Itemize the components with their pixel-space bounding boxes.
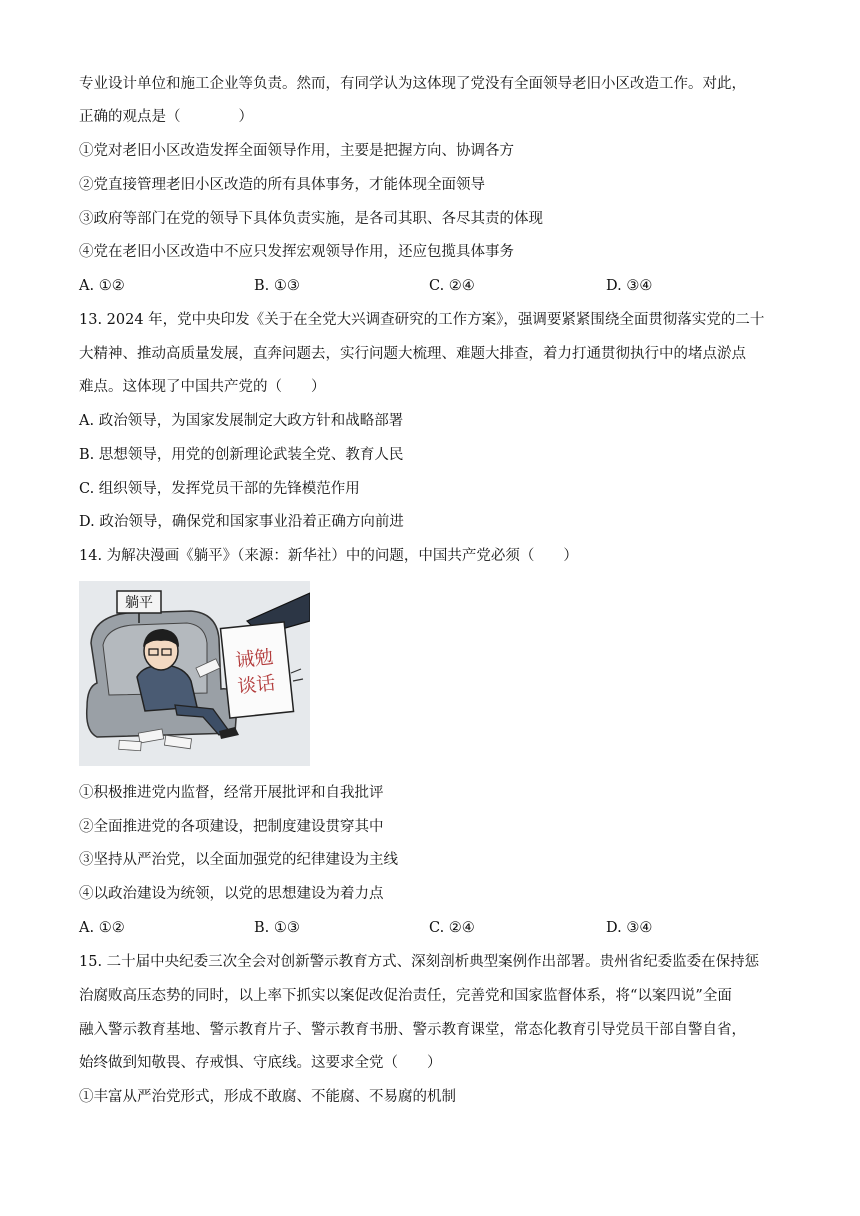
q15-stem-line-4: 始终做到知敬畏、存戒惧、守底线。这要求全党（ ） bbox=[79, 1055, 442, 1071]
q12-stem-line-2: 正确的观点是（ ） bbox=[79, 109, 253, 125]
cartoon-paper-text-2: 谈话 bbox=[236, 672, 277, 698]
q14-option-c[interactable]: C. ②④ bbox=[429, 920, 475, 936]
q12-item-1: ①党对老旧小区改造发挥全面领导作用，主要是把握方向、协调各方 bbox=[79, 143, 514, 159]
q13-option-b[interactable]: B. 思想领导，用党的创新理论武装全党、教育人民 bbox=[79, 447, 404, 463]
q14-options bbox=[79, 918, 779, 938]
q13-stem-line-1: 13. 2024 年，党中央印发《关于在全党大兴调查研究的工作方案》，强调要紧紧围绕全面贯彻落实党的二十 bbox=[79, 312, 765, 328]
q13-option-c[interactable]: C. 组织领导，发挥党员干部的先锋模范作用 bbox=[79, 481, 360, 497]
q14-stem: 14. 为解决漫画《躺平》（来源：新华社）中的问题，中国共产党必须（ ） bbox=[79, 548, 578, 564]
q12-options bbox=[79, 276, 779, 296]
q15-stem-line-2: 治腐败高压态势的同时，以上率下抓实以案促改促治责任，完善党和国家监督体系，将“以案四说”全面 bbox=[79, 988, 732, 1004]
q12-option-d[interactable]: D. ③④ bbox=[606, 278, 653, 294]
q12-stem-line-1: 专业设计单位和施工企业等负责。然而，有同学认为这体现了党没有全面领导老旧小区改造工作。对此， bbox=[79, 76, 746, 92]
q15-stem-line-3: 融入警示教育基地、警示教育片子、警示教育书册、警示教育课堂，常态化教育引导党员干部自警自省， bbox=[79, 1022, 746, 1038]
q14-option-a[interactable]: A. ①② bbox=[79, 920, 125, 936]
q14-item-1: ①积极推进党内监督，经常开展批评和自我批评 bbox=[79, 785, 384, 801]
q14-option-d[interactable]: D. ③④ bbox=[606, 920, 653, 936]
q15-item-1: ①丰富从严治党形式，形成不敢腐、不能腐、不易腐的机制 bbox=[79, 1089, 456, 1105]
q12-option-c[interactable]: C. ②④ bbox=[429, 278, 475, 294]
q14-item-3: ③坚持从严治党，以全面加强党的纪律建设为主线 bbox=[79, 852, 398, 868]
q13-option-a[interactable]: A. 政治领导，为国家发展制定大政方针和战略部署 bbox=[79, 413, 404, 429]
q14-item-2: ②全面推进党的各项建设，把制度建设贯穿其中 bbox=[79, 819, 384, 835]
q12-option-a[interactable]: A. ①② bbox=[79, 278, 125, 294]
q15-stem-line-1: 15. 二十届中央纪委三次全会对创新警示教育方式、深刻剖析典型案例作出部署。贵州省纪委监委在保持惩 bbox=[79, 954, 760, 970]
q13-stem-line-2: 大精神、推动高质量发展，直奔问题去，实行问题大梳理、难题大排查，着力打通贯彻执行中的堵点淤点 bbox=[79, 346, 746, 362]
q13-stem-line-3: 难点。这体现了中国共产党的（ ） bbox=[79, 379, 326, 395]
q12-item-3: ③政府等部门在党的领导下具体负责实施，是各司其职、各尽其责的体现 bbox=[79, 211, 543, 227]
cartoon-paper-text-1: 诫勉 bbox=[234, 646, 275, 672]
cartoon-sign-text: 躺平 bbox=[125, 595, 153, 611]
q14-cartoon-image bbox=[79, 581, 310, 766]
q12-item-2: ②党直接管理老旧小区改造的所有具体事务，才能体现全面领导 bbox=[79, 177, 485, 193]
q14-item-4: ④以政治建设为统领，以党的思想建设为着力点 bbox=[79, 886, 384, 902]
q12-item-4: ④党在老旧小区改造中不应只发挥宏观领导作用，还应包揽具体事务 bbox=[79, 244, 514, 260]
q14-option-b[interactable]: B. ①③ bbox=[254, 920, 300, 936]
q13-option-d[interactable]: D. 政治领导，确保党和国家事业沿着正确方向前进 bbox=[79, 514, 404, 530]
q12-option-b[interactable]: B. ①③ bbox=[254, 278, 300, 294]
